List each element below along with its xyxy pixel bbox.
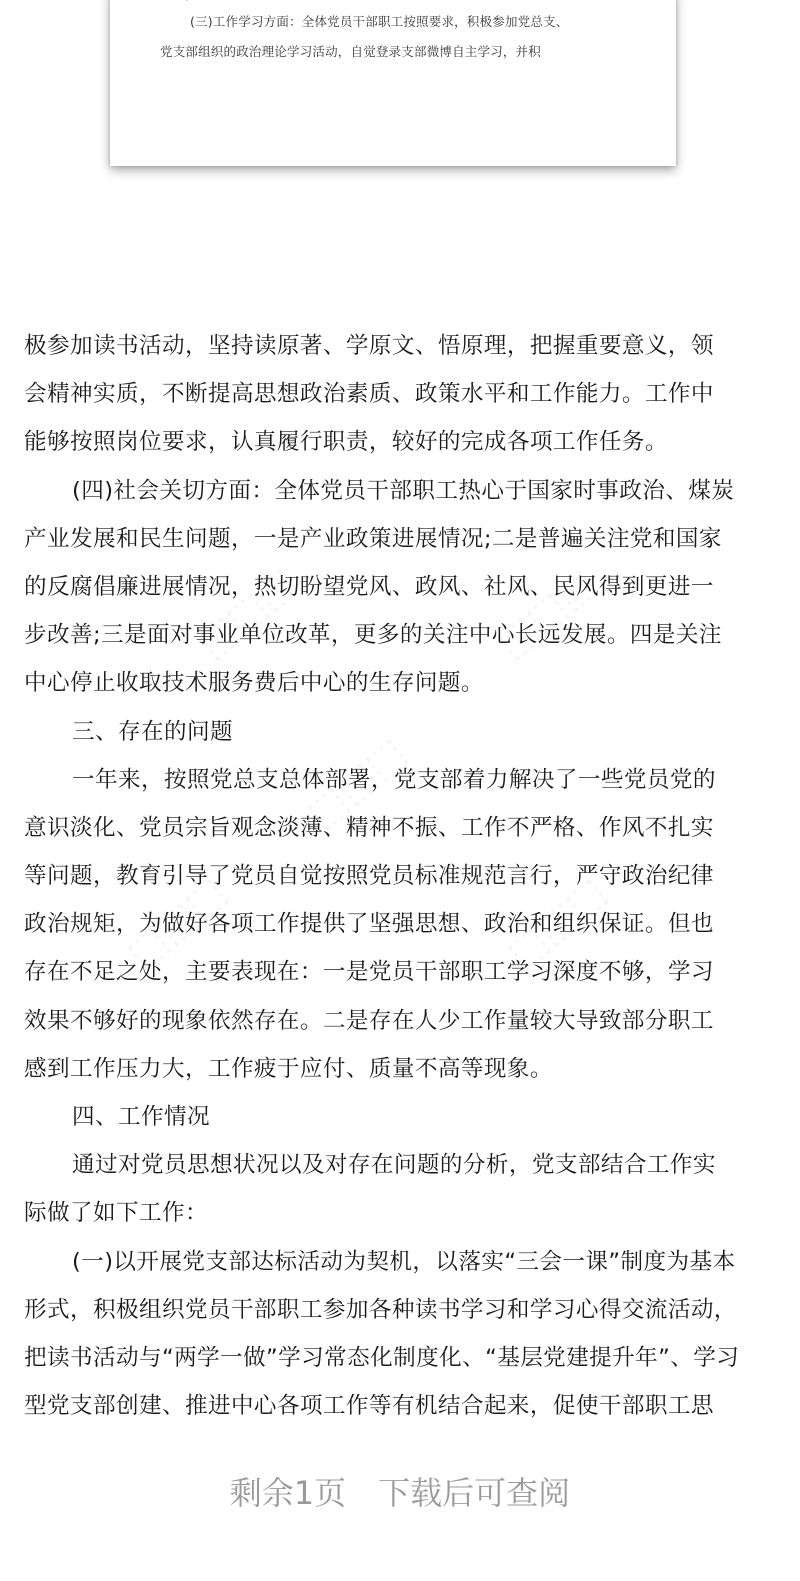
paragraph-line: (一)以开展党支部达标活动为契机，以落实“三会一课”制度为基本 — [72, 1248, 736, 1275]
paragraph-line: 中心停止收取技术服务费后中心的生存问题。 — [24, 670, 484, 697]
paragraph-line: 意识淡化、党员宗旨观念淡薄、精神不振、工作不严格、作风不扎实 — [24, 814, 714, 841]
preview-line — [160, 0, 414, 2]
paragraph-line: 形式，积极组织党员干部职工参加各种读书学习和学习心得交流活动， — [24, 1296, 737, 1323]
document-preview-card — [110, 0, 676, 166]
remaining-pages-notice[interactable] — [0, 1468, 800, 1514]
download-to-view-label: 下载后可查阅 — [378, 1474, 571, 1512]
paragraph-line: 的反腐倡廉进展情况，热切盼望党风、政风、社风、民风得到更进一 — [24, 573, 714, 600]
paragraph-line: 通过对党员思想状况以及对存在问题的分析，党支部结合工作实 — [72, 1152, 716, 1179]
paragraph-line: 能够按照岗位要求，认真履行职责，较好的完成各项工作任务。 — [24, 429, 668, 456]
paragraph-line: 把读书活动与“两学一做”学习常态化制度化、“基层党建提升年”、学习 — [24, 1344, 740, 1371]
paragraph-line: (四)社会关切方面：全体党员干部职工热心于国家时事政治、煤炭 — [72, 477, 735, 504]
paragraph-line: 会精神实质，不断提高思想政治素质、政策水平和工作能力。工作中 — [24, 381, 714, 408]
paragraph-line: 极参加读书活动，坚持读原著、学原文、悟原理，把握重要意义，领 — [24, 333, 714, 359]
paragraph-line: 型党支部创建、推进中心各项工作等有机结合起来，促使干部职工思 — [24, 1393, 714, 1420]
paragraph-line: 效果不够好的现象依然存在。二是存在人少工作量较大导致部分职工 — [24, 1007, 714, 1034]
document-body — [24, 322, 776, 1430]
remaining-pages-label: 剩余1页 — [229, 1474, 347, 1512]
paragraph-line: 政治规矩，为做好各项工作提供了坚强思想、政治和组织保证。但也 — [24, 911, 714, 938]
section-heading: 三、存在的问题 — [72, 718, 233, 745]
paragraph-line: 等问题，教育引导了党员自觉按照党员标准规范言行，严守政治纪律 — [24, 863, 714, 890]
paragraph-line: 一年来，按照党总支总体部署，党支部着力解决了一些党员党的 — [72, 766, 716, 793]
paragraph-line: 际做了如下工作： — [24, 1200, 208, 1227]
paragraph-line: 步改善;三是面对事业单位改革，更多的关注中心长远发展。四是关注 — [24, 622, 722, 649]
preview-line: 党支部组织的政治理论学习活动，自觉登录支部微博自主学习，并积 — [160, 44, 542, 59]
preview-line: (三)工作学习方面：全体党员干部职工按照要求，积极参加党总支、 — [190, 14, 569, 29]
section-heading: 四、工作情况 — [72, 1104, 210, 1130]
paragraph-line: 感到工作压力大，工作疲于应付、质量不高等现象。 — [24, 1055, 553, 1082]
paragraph-line: 产业发展和民生问题，一是产业政策进展情况;二是普遍关注党和国家 — [24, 525, 722, 552]
paragraph-line: 存在不足之处，主要表现在：一是党员干部职工学习深度不够，学习 — [24, 959, 714, 986]
